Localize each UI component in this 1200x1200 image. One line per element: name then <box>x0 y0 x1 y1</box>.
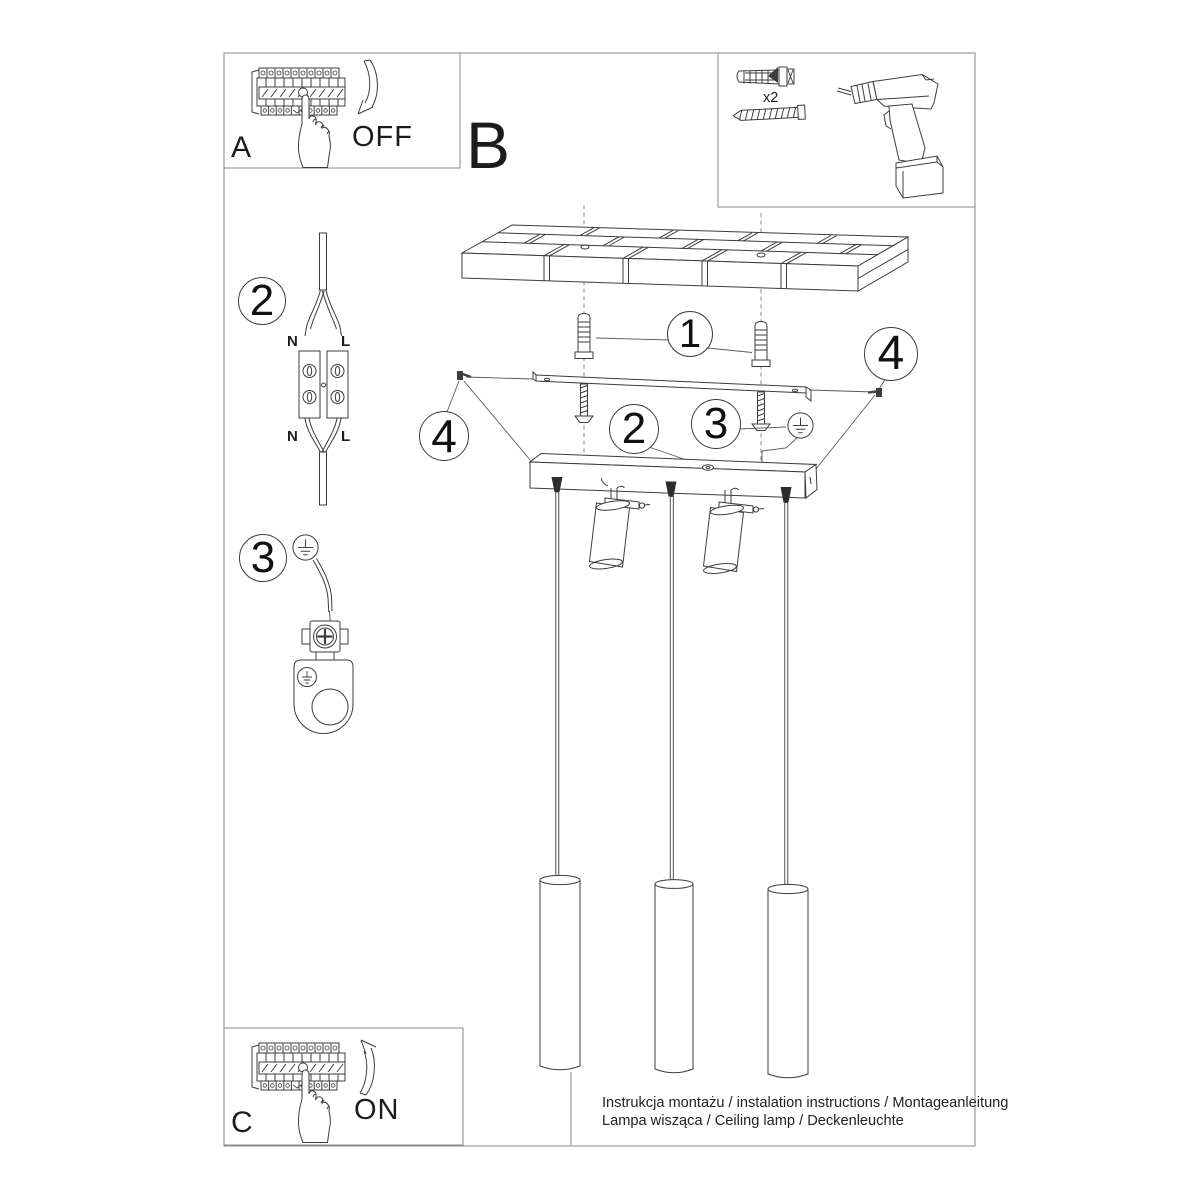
step-a-label: A <box>231 131 252 164</box>
mounting-screw-left <box>575 384 593 423</box>
tools-illustration <box>733 67 943 198</box>
ceiling-slab <box>462 225 908 291</box>
step-c-label: C <box>231 1106 253 1139</box>
canopy-end-mount <box>294 660 353 734</box>
mounting-screw-right <box>752 392 770 431</box>
wall-plug-icon <box>737 67 794 86</box>
spot-head-right <box>703 488 764 575</box>
pendant-tube <box>540 880 580 1070</box>
pendant-tube <box>655 884 693 1073</box>
wire-label-n-out: N <box>287 428 298 445</box>
wire-label-l-in: L <box>341 333 351 350</box>
mounting-bracket <box>533 372 811 401</box>
wiring-diagram <box>299 233 351 505</box>
earth-symbol-icon <box>292 534 319 561</box>
drill-icon <box>837 75 943 199</box>
canopy-center-screw <box>703 465 714 471</box>
arrow-down-icon <box>358 60 377 114</box>
anchor-quantity-label: x2 <box>763 90 779 106</box>
callout-2-wiring: 2 <box>238 277 286 325</box>
screw-icon <box>733 105 806 123</box>
callout-4-left: 4 <box>419 411 469 461</box>
pendant-tubes <box>540 875 808 1077</box>
caption-instructions: Instrukcja montażu / instalation instructions / Montageanleitung <box>602 1095 1009 1111</box>
earth-clamp <box>302 621 348 660</box>
earth-diagram <box>294 559 353 734</box>
spot-head-left <box>589 486 650 570</box>
terminal-block <box>299 351 348 418</box>
pendant-tube <box>768 889 808 1078</box>
pendant-cable <box>556 492 559 878</box>
sheet-frame <box>224 53 975 1146</box>
wire-label-n-in: N <box>287 333 298 350</box>
callout-3-earth: 3 <box>239 534 287 582</box>
pendant-cable <box>785 503 788 887</box>
caption-product: Lampa wisząca / Ceiling lamp / Deckenleuchte <box>602 1113 904 1129</box>
callout-3-canopy: 3 <box>691 399 741 449</box>
callout-4-right: 4 <box>864 327 918 381</box>
pendant-cable <box>670 497 673 883</box>
power-on-label: ON <box>354 1094 400 1126</box>
step-b-label: B <box>466 108 511 182</box>
callout-2-canopy: 2 <box>609 404 659 454</box>
step-c-illustration <box>252 1040 376 1143</box>
earth-wire <box>313 559 332 613</box>
arrow-up-icon <box>360 1040 376 1095</box>
wall-plug-right <box>752 322 770 367</box>
lamp-cable <box>320 452 327 505</box>
callout-1: 1 <box>667 311 713 357</box>
wire-label-l-out: L <box>341 428 351 445</box>
earth-symbol-icon <box>787 412 814 439</box>
power-off-label: OFF <box>352 121 413 153</box>
bracket-screw-left-icon <box>458 372 472 380</box>
leader-lines <box>447 338 886 474</box>
wall-plug-left <box>575 314 593 359</box>
mains-cable <box>320 233 327 290</box>
